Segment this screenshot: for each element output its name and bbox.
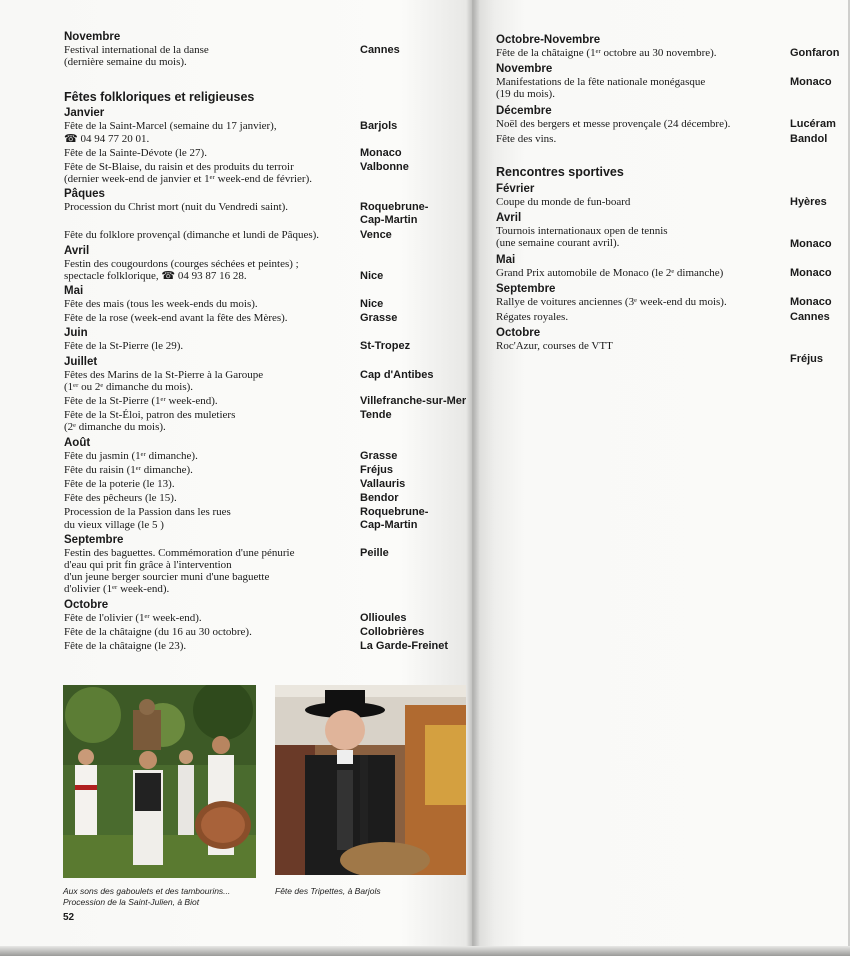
event-entry [64, 547, 472, 596]
month-heading: Juin [64, 327, 88, 340]
event-description: Fête des vins. [496, 132, 557, 145]
event-entry [64, 340, 472, 352]
event-entry [496, 311, 846, 323]
event-entry [64, 229, 472, 241]
event-description: Fête de la châtaigne (du 16 au 30 octobre). [64, 625, 252, 638]
month-heading: Juillet [64, 355, 98, 368]
event-place: Villefranche-sur-Mer [360, 395, 467, 408]
month-heading: Avril [496, 212, 522, 225]
event-place: Monaco [790, 76, 832, 89]
event-description: Procession du Christ mort (nuit du Vendredi saint). [64, 201, 289, 214]
month-heading: Mai [64, 285, 84, 298]
event-entry [496, 340, 846, 366]
event-description: Fête de la châtaigne (le 23). [64, 640, 187, 653]
event-place: Cannes [360, 44, 400, 56]
section-title-folklore: Fêtes folkloriques et religieuses [64, 90, 255, 105]
event-entry [64, 120, 472, 144]
event-place: Bandol [790, 132, 828, 145]
event-description: Fête des pêcheurs (le 15). [64, 492, 177, 505]
event-place: Fréjus [360, 463, 394, 476]
month-heading: Avril [64, 244, 90, 257]
month-heading: Pâques [64, 188, 105, 201]
month-heading: Novembre [64, 31, 121, 43]
event-description: Fête des mais (tous les week-ends du mois). [64, 298, 258, 311]
event-place: Nice [360, 269, 384, 282]
photo-caption: Aux sons des gaboulets et des tambourins... Procession de la Saint-Julien, à Biot [63, 886, 231, 907]
event-description: Festin des baguettes. Commémoration d'une pénurie d'eau qui prit fin grâce à l'intervention d'un jeune berger sourcier muni d'une baguette d'olivier (1ᵉʳ week-end). [64, 546, 295, 596]
event-place: Ollioules [360, 611, 407, 624]
event-description: Noël des bergers et messe provençale (24 décembre). [496, 117, 731, 130]
event-description: Festival international de la danse (dernière semaine du mois). [64, 44, 209, 69]
month-heading: Novembre [496, 63, 553, 76]
event-entry [64, 258, 472, 282]
event-entry [64, 147, 472, 159]
event-entry [64, 450, 472, 462]
event-description: Fêtes des Marins de la St-Pierre à la Garoupe (1ᵉʳ ou 2ᵉ dimanche du mois). [64, 368, 264, 393]
event-description: Fête du jasmin (1ᵉʳ dimanche). [64, 449, 198, 462]
event-description: Fête du folklore provençal (dimanche et lundi de Pâques). [64, 229, 320, 242]
event-place: Hyères [790, 196, 827, 209]
event-entry [496, 267, 846, 279]
page-number: 52 [63, 912, 75, 923]
month-heading: Décembre [496, 104, 552, 117]
event-entry [496, 196, 846, 208]
event-place: Grasse [360, 312, 398, 325]
event-description: Fête de St-Blaise, du raisin et des produits du terroir (dernier week-end de janvier et 1ᵉʳ week-end de février). [64, 161, 312, 186]
event-description: Fête de la St-Pierre (1ᵉʳ week-end). [64, 395, 218, 408]
event-place: Valbonne [360, 161, 409, 174]
event-place: Monaco [790, 238, 832, 251]
month-heading: Mai [496, 253, 516, 266]
event-entry [64, 492, 472, 504]
photo-caption: Fête des Tripettes, à Barjols [275, 886, 381, 896]
event-description: Fête de la St-Éloi, patron des muletiers (2ᵉ dimanche du mois). [64, 409, 236, 434]
event-entry [64, 44, 472, 68]
event-entry [64, 464, 472, 476]
event-entry [496, 133, 846, 145]
event-place: Gonfaron [790, 47, 840, 59]
event-place: Vence [360, 229, 392, 242]
event-place: Vallauris [360, 478, 406, 491]
event-description: Coupe du monde de fun-board [496, 196, 631, 209]
event-place: Nice [360, 298, 384, 311]
event-entry [496, 296, 846, 308]
month-heading: Janvier [64, 107, 105, 120]
left-column [64, 30, 472, 654]
month-heading: Septembre [64, 533, 124, 546]
event-description: Fête de la St-Pierre (le 29). [64, 340, 184, 353]
event-place: Fréjus [790, 353, 824, 366]
event-place: Barjols [360, 120, 398, 133]
event-place: La Garde-Freinet [360, 640, 449, 653]
month-heading: Août [64, 436, 91, 449]
month-heading: Septembre [496, 282, 556, 295]
event-description: Roc'Azur, courses de VTT [496, 340, 613, 353]
event-description: Festin des cougourdons (courges séchées et peintes) ; spectacle folklorique, ☎ 04 93 87 16 28. [64, 257, 299, 282]
event-place: Roquebrune- Cap-Martin [360, 506, 429, 532]
event-description: Fête de la rose (week-end avant la fête des Mères). [64, 312, 288, 325]
month-heading: Octobre [496, 327, 541, 340]
book-bottom-edge [0, 946, 850, 956]
event-place: Lucéram [790, 117, 836, 130]
event-place: Grasse [360, 449, 398, 462]
event-description: Fête de la poterie (le 13). [64, 478, 175, 491]
event-entry [64, 612, 472, 624]
event-entry [496, 118, 846, 130]
photo-tripettes-barjols [275, 685, 466, 875]
event-entry [496, 47, 846, 59]
event-description: Fête du raisin (1ᵉʳ dimanche). [64, 463, 193, 476]
event-place: Cannes [790, 311, 830, 324]
event-entry [64, 298, 472, 310]
event-description: Grand Prix automobile de Monaco (le 2ᵉ dimanche) [496, 266, 724, 279]
event-place: Monaco [790, 295, 832, 308]
event-entry [64, 506, 472, 530]
event-entry [64, 312, 472, 324]
event-entry [64, 201, 472, 227]
event-description: Fête de la Saint-Marcel (semaine du 17 janvier), ☎ 04 94 77 20 01. [64, 120, 277, 145]
event-entry [64, 409, 472, 433]
event-place: Tende [360, 409, 392, 422]
event-place: Monaco [360, 146, 402, 159]
event-description: Fête de la châtaigne (1ᵉʳ octobre au 30 novembre). [496, 47, 717, 59]
event-place: Collobrières [360, 625, 425, 638]
event-description: Manifestations de la fête nationale monégasque (19 du mois). [496, 76, 706, 101]
month-heading: Février [496, 183, 535, 196]
month-heading: Octobre [64, 598, 109, 611]
event-description: Fête de la Sainte-Dévote (le 27). [64, 146, 207, 159]
event-entry [64, 369, 472, 393]
event-description: Procession de la Passion dans les rues du vieux village (le 5 ) [64, 506, 231, 531]
event-place: Peille [360, 546, 389, 559]
event-place: Cap d'Antibes [360, 368, 434, 381]
section-title-sports: Rencontres sportives [496, 165, 624, 180]
event-place: Roquebrune- Cap-Martin [360, 201, 429, 227]
event-place: St-Tropez [360, 340, 411, 353]
right-column [496, 31, 846, 366]
event-description: Rallye de voitures anciennes (3ᵉ week-end du mois). [496, 295, 727, 308]
event-entry [64, 640, 472, 652]
event-place: Monaco [790, 266, 832, 279]
event-description: Régates royales. [496, 311, 569, 324]
photo-procession-biot [63, 685, 256, 878]
event-entry [496, 76, 846, 100]
event-entry [64, 478, 472, 490]
event-place: Bendor [360, 492, 399, 505]
event-entry [496, 225, 846, 249]
event-entry [64, 626, 472, 638]
event-entry [64, 161, 472, 185]
month-heading: Octobre-Novembre [496, 34, 601, 46]
event-entry [64, 395, 472, 407]
event-description: Fête de l'olivier (1ᵉʳ week-end). [64, 611, 202, 624]
event-description: Tournois internationaux open de tennis (une semaine courant avril). [496, 225, 668, 250]
